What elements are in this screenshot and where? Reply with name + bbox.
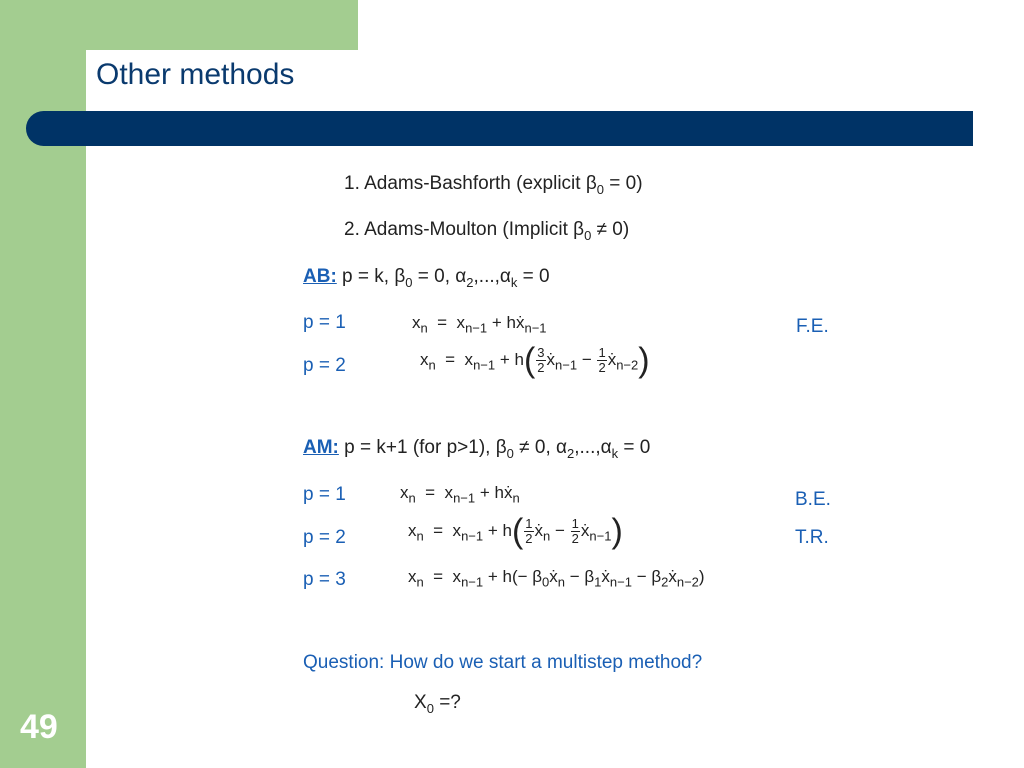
am-p2-label: p = 2 xyxy=(303,527,346,548)
slide-number: 49 xyxy=(20,708,58,746)
question-text: Question: How do we start a multistep method? xyxy=(303,652,703,673)
am-p1-tag: B.E. xyxy=(795,489,831,510)
item-adams-bashforth: 1. Adams-Bashforth (explicit $\beta_0 = 0$) xyxy=(344,173,643,197)
am-condition: AM: p = k+1 (for p>1), $\beta_0 \ne 0$, $\alpha_2,...,\alpha_k = 0$ xyxy=(303,437,651,461)
am-p3-formula: $x_n = x_{n-1} + h(-$ $\beta_0ẋ_n$ − $\beta_1ẋ_{n-1}$ − $\beta_2ẋ_{n-2}$) xyxy=(408,567,705,590)
am-p2-formula: $x_n = x_{n-1} + h$( $\frac{1}{2}$ ẋ$_n$ − $\frac{1}{2}$ ẋ$_{n-1}$) xyxy=(408,512,623,551)
ab-p1-formula: $x_n = x_{n-1}$ + hẋ$_{n-1}$ xyxy=(412,313,547,336)
am-p1-formula: $x_n = x_{n-1}$ + hẋ$_n$ xyxy=(400,483,520,506)
am-p1-label: p = 1 xyxy=(303,484,346,505)
ab-p2-label: p = 2 xyxy=(303,355,346,376)
am-p2-tag: T.R. xyxy=(795,527,829,548)
x0-question: $X_0$ =? xyxy=(414,692,461,716)
ab-p2-formula: $x_n = x_{n-1} + h$( $\frac{3}{2}$ ẋ$_{n-1}$ − $\frac{1}{2}$ ẋ$_{n-2}$) xyxy=(420,341,650,380)
ab-p1-tag: F.E. xyxy=(796,316,829,337)
ab-condition: AB: p = k, $\beta_0 = 0$, $\alpha_2,...,\alpha_k = 0$ xyxy=(303,266,550,290)
ab-p1-label: p = 1 xyxy=(303,312,346,333)
slide-title: Other methods xyxy=(96,58,295,91)
item-adams-moulton: 2. Adams-Moulton (Implicit $\beta_0 \ne 0$) xyxy=(344,219,630,243)
am-p3-label: p = 3 xyxy=(303,569,346,590)
